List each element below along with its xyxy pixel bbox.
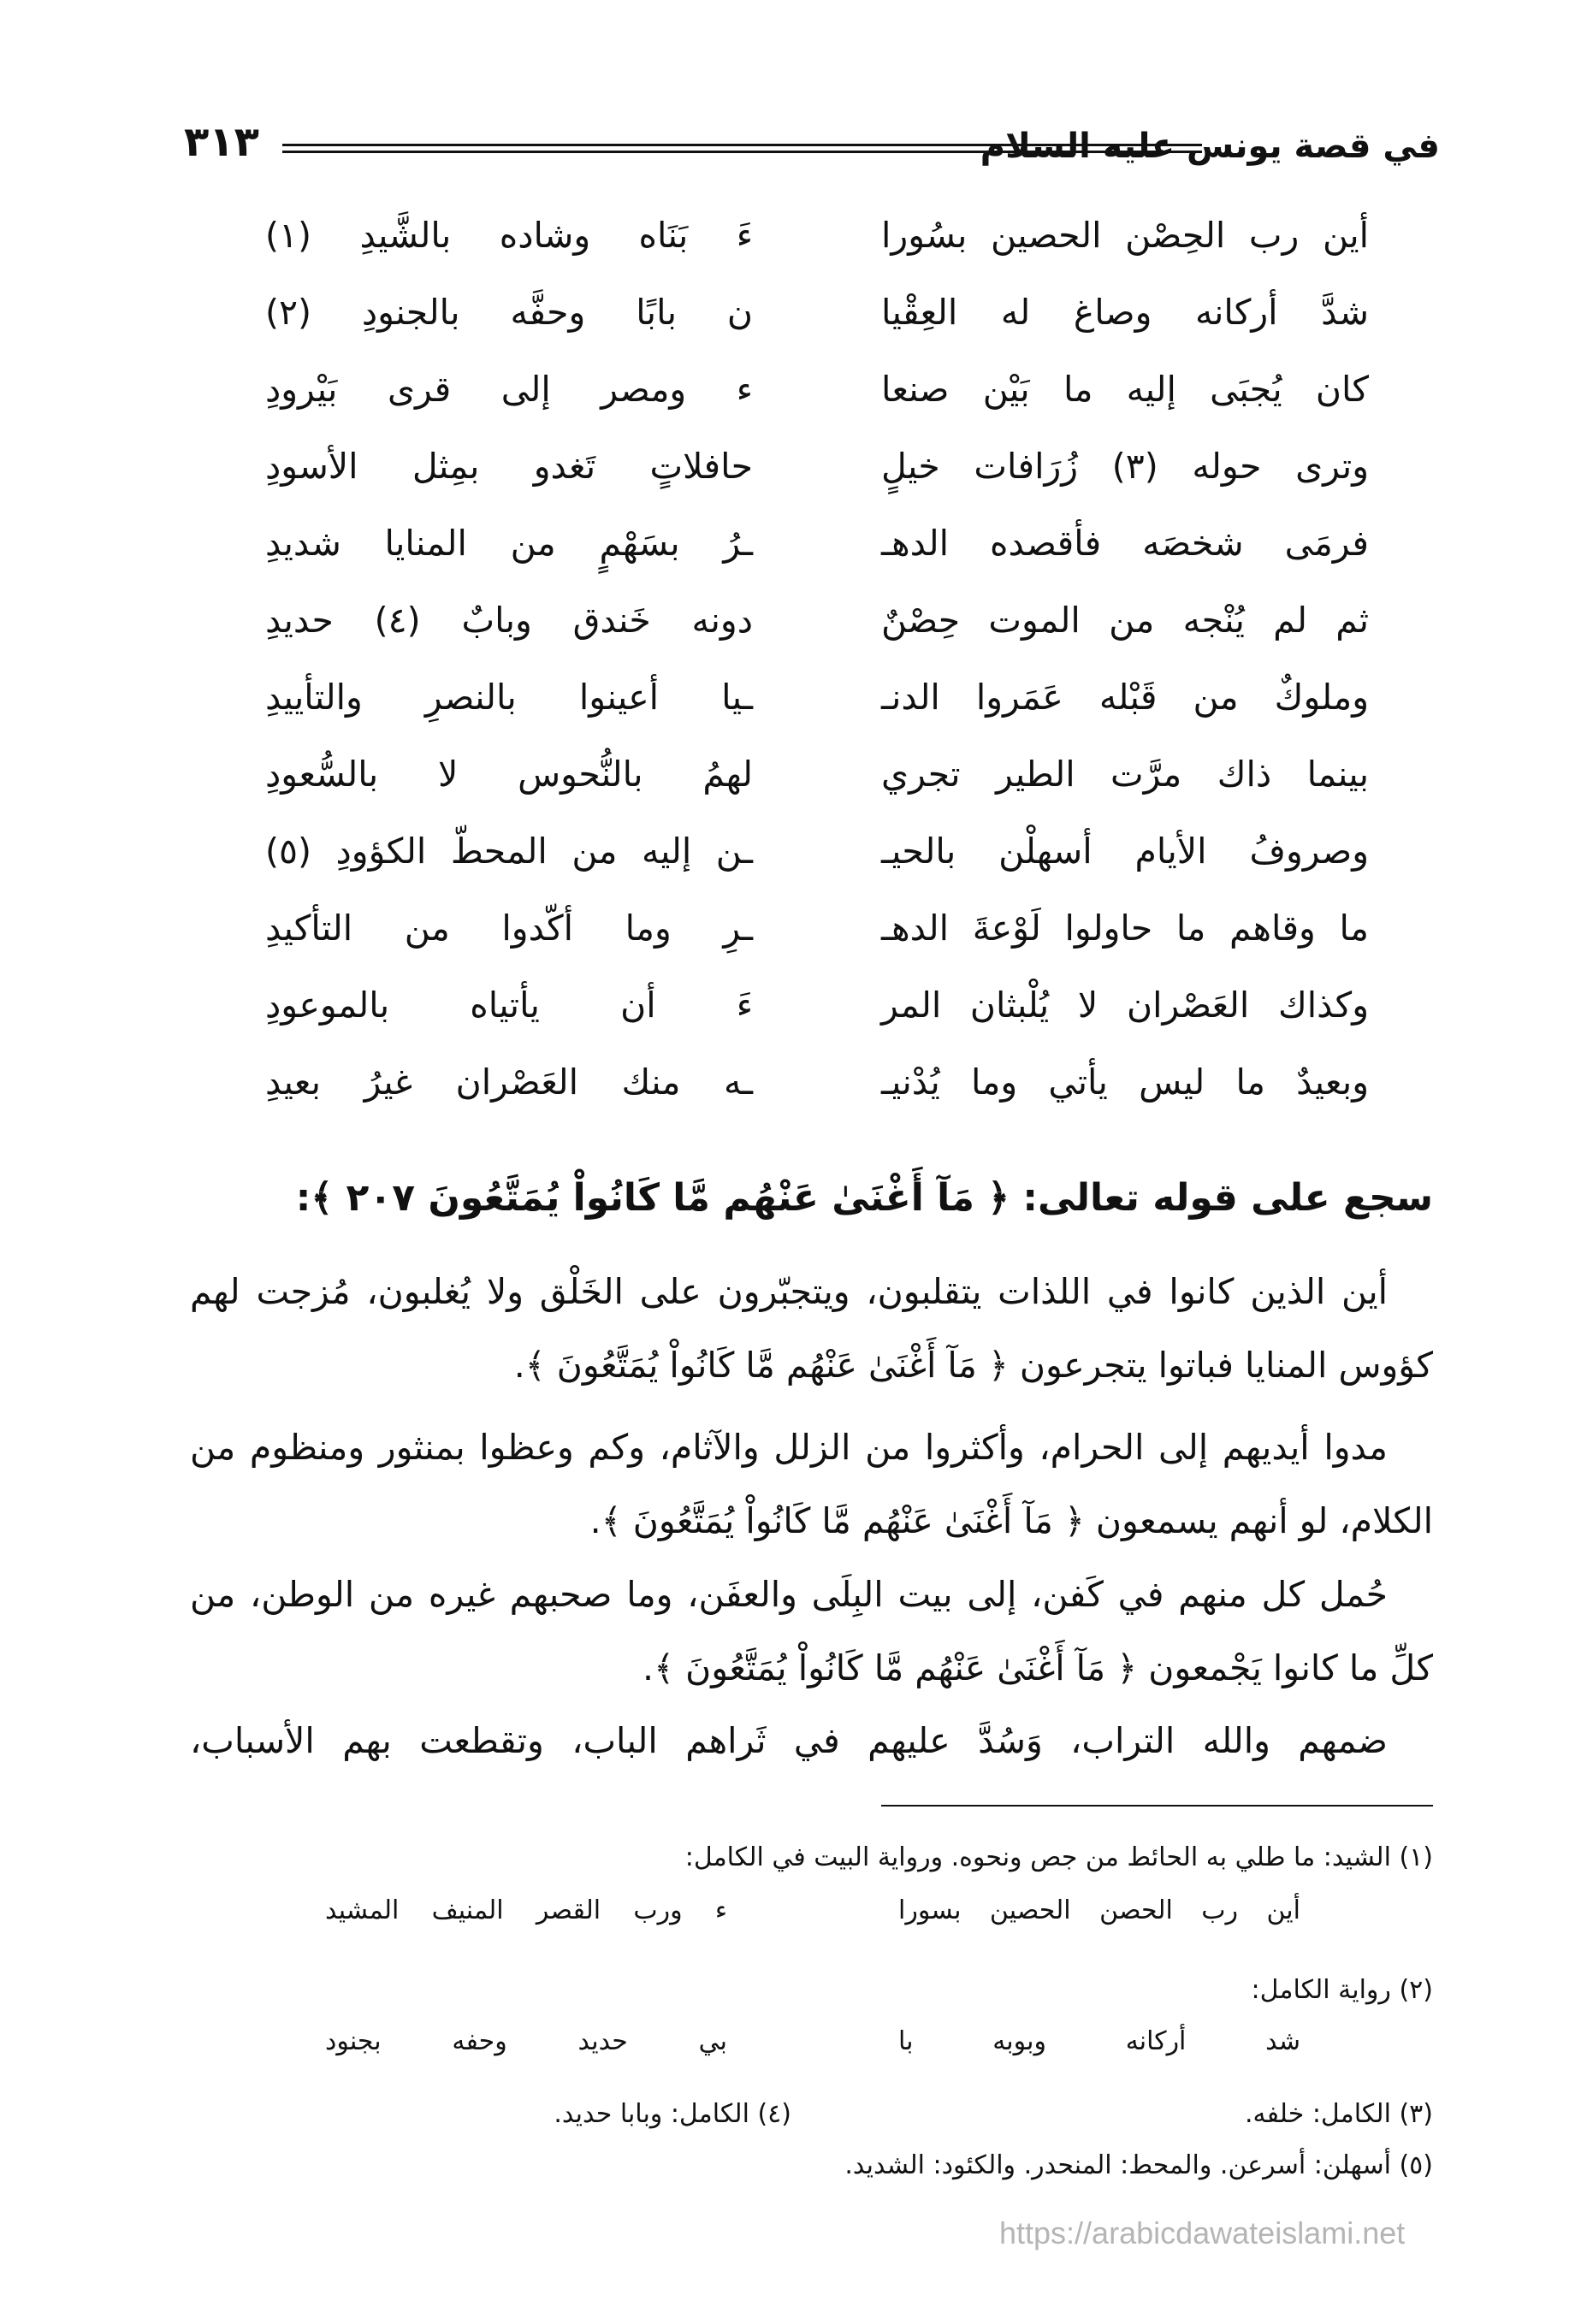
verse-second-hemistich: ن بابًا وحفَّه بالجنودِ (٢) [265, 292, 753, 333]
paragraph-line: ضمهم والله التراب، وَسُدَّ عليهم في ثَراهم الباب، وتقطعت بهم الأسباب، [190, 1720, 1388, 1761]
verse-first-hemistich: ثم لم يُنْجه من الموت حِصْنٌ [881, 600, 1369, 641]
verse-first-hemistich: كان يُجبَى إليه ما بَيْن صنعا [881, 369, 1369, 410]
footnote-5: (٥) أسهلن: أسرعن. والمحط: المنحدر. والكئود: الشديد. [844, 2150, 1433, 2180]
verse-first-hemistich: بينما ذاك مرَّت الطير تجري [881, 754, 1369, 795]
verse-first-hemistich: وبعيدٌ ما ليس يأتي وما يُدْنيـ [881, 1061, 1369, 1103]
verse-first-hemistich: وكذاك العَصْران لا يُلْبثان المر [881, 985, 1369, 1026]
verse-first-hemistich: شدَّ أركانه وصاغ له العِقْيا [881, 292, 1369, 333]
verse-second-hemistich: ـرُ بسَهْمٍ من المنايا شديدِ [265, 523, 753, 564]
footnote-1-verse-a: أين رب الحصن الحصين بسورا [898, 1895, 1300, 1925]
verse-first-hemistich: وملوكٌ من قَبْله عَمَروا الدنـ [881, 677, 1369, 718]
verse-second-hemistich: حافلاتٍ تَغدو بمِثل الأسودِ [265, 446, 753, 487]
verse-second-hemistich: لهمُ بالنُّحوس لا بالسُّعودِ [265, 754, 753, 795]
paragraph-line: كؤوس المنايا فباتوا يتجرعون ﴿ مَآ أَغْنَىٰ عَنْهُم مَّا كَانُواْ يُمَتَّعُونَ ﴾. [513, 1345, 1433, 1386]
verse-second-hemistich: ـرِ وما أكّدوا من التأكيدِ [265, 908, 753, 949]
page-number: ٣١٣ [184, 118, 259, 166]
verse-second-hemistich: ـيا أعينوا بالنصرِ والتأييدِ [265, 677, 753, 718]
paragraph-line: أين الذين كانوا في اللذات يتقلبون، ويتجبّرون على الخَلْق ولا يُغلبون، مُزجت لهم [190, 1271, 1388, 1312]
verse-first-hemistich: وترى حوله (٣) زُرَافات خيلٍ [881, 446, 1369, 487]
verse-first-hemistich: فرمَى شخصَه فأقصده الدهـ [881, 523, 1369, 564]
verse-second-hemistich: دونه خَندق وبابٌ (٤) حديدِ [265, 600, 753, 641]
footnote-4: (٤) الكامل: وبابا حديد. [554, 2099, 791, 2129]
paragraph-line: حُمل كل منهم في كَفن، إلى بيت البِلَى والعفَن، وما صحبهم غيره من الوطن، من [190, 1574, 1388, 1615]
paragraph-line: الكلام، لو أنهم يسمعون ﴿ مَآ أَغْنَىٰ عَنْهُم مَّا كَانُواْ يُمَتَّعُونَ ﴾. [589, 1500, 1433, 1541]
verse-second-hemistich: ءَ بَنَاه وشاده بالشَّيدِ (١) [265, 215, 753, 256]
footnote-1: (١) الشيد: ما طلي به الحائط من جص ونحوه. ورواية البيت في الكامل: [684, 1842, 1433, 1872]
footnote-rule [881, 1805, 1433, 1807]
footnote-2-verse-a: شد أركانه وبوبه با [898, 2026, 1300, 2056]
verse-first-hemistich: ما وقاهم ما حاولوا لَوْعةَ الدهـ [881, 908, 1369, 949]
verse-first-hemistich: أين رب الحِصْن الحصين بسُورا [881, 215, 1369, 256]
header-rule [282, 144, 1202, 146]
header-rule [282, 151, 1202, 153]
paragraph-line: مدوا أيديهم إلى الحرام، وأكثروا من الزلل والآثام، وكم وعظوا بمنثور ومنظوم من [190, 1427, 1388, 1468]
footnote-1-verse-b: ء ورب القصر المنيف المشيد [325, 1895, 727, 1925]
verse-first-hemistich: وصروفُ الأيام أسهلْن بالحيـ [881, 831, 1369, 872]
footnote-3: (٣) الكامل: خلفه. [1245, 2099, 1433, 2129]
running-header-title: في قصة يونس عليه السلام [980, 127, 1440, 166]
verse-second-hemistich: ءَ أن يأتياه بالموعودِ [265, 985, 753, 1026]
section-heading: سجع على قوله تعالى: ﴿ مَآ أَغْنَىٰ عَنْهُم مَّا كَانُواْ يُمَتَّعُونَ ٢٠٧ ﴾: [295, 1176, 1433, 1220]
verse-second-hemistich: ء ومصر إلى قرى بَيْرودِ [265, 369, 753, 410]
verse-second-hemistich: ـه منك العَصْران غيرُ بعيدِ [265, 1061, 753, 1103]
paragraph-line: كلِّ ما كانوا يَجْمعون ﴿ مَآ أَغْنَىٰ عَنْهُم مَّا كَانُواْ يُمَتَّعُونَ ﴾. [642, 1647, 1433, 1688]
footnote-2-verse-b: بي حديد وحفه بجنود [325, 2026, 727, 2056]
watermark-url: https://arabicdawateislami.net [999, 2215, 1406, 2250]
verse-second-hemistich: ـن إليه من المحطّ الكؤودِ (٥) [265, 831, 753, 872]
footnote-2: (٢) رواية الكامل: [1251, 1975, 1433, 2005]
